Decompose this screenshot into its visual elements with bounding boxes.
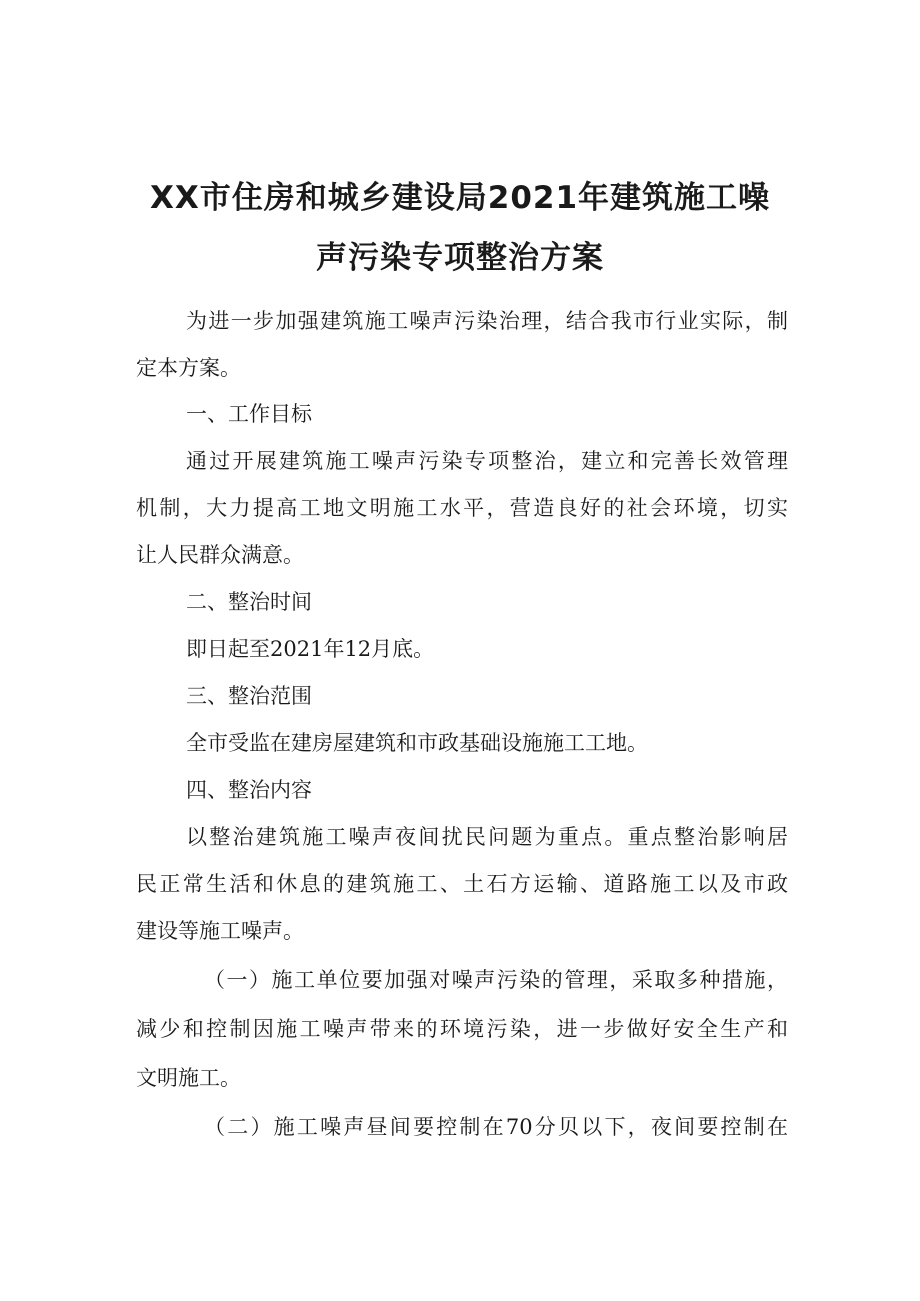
intro-paragraph-line: 定本方案。	[136, 356, 241, 380]
item-one-line: 减少和控制因施工噪声带来的环境污染，进一步做好安全生产和	[136, 1017, 788, 1041]
item-one-line: （一）施工单位要加强对噪声污染的管理，采取多种措施，	[204, 968, 788, 992]
section-heading-content: 四、整治内容	[186, 778, 312, 802]
goal-paragraph-line: 机制，大力提高工地文明施工水平，营造良好的社会环境，切实	[136, 496, 788, 520]
document-title-line-1: XX市住房和城乡建设局2021年建筑施工噪	[149, 180, 771, 216]
document-title-line-2: 声污染专项整治方案	[316, 240, 604, 276]
item-one-line: 文明施工。	[136, 1066, 241, 1090]
intro-paragraph-line: 为进一步加强建筑施工噪声污染治理，结合我市行业实际，制	[186, 309, 788, 333]
content-paragraph-line: 建设等施工噪声。	[136, 919, 304, 943]
section-heading-time: 二、整治时间	[186, 590, 312, 614]
goal-paragraph-line: 让人民群众满意。	[136, 543, 304, 567]
content-paragraph-line: 以整治建筑施工噪声夜间扰民问题为重点。重点整治影响居	[186, 825, 788, 849]
section-heading-scope: 三、整治范围	[186, 684, 312, 708]
time-paragraph-line: 即日起至2021年12月底。	[186, 637, 435, 661]
scope-paragraph-line: 全市受监在建房屋建筑和市政基础设施施工工地。	[186, 731, 648, 755]
section-heading-goal: 一、工作目标	[186, 402, 312, 426]
item-two-line: （二）施工噪声昼间要控制在70分贝以下，夜间要控制在	[204, 1115, 788, 1139]
content-paragraph-line: 民正常生活和休息的建筑施工、土石方运输、道路施工以及市政	[136, 872, 788, 896]
goal-paragraph-line: 通过开展建筑施工噪声污染专项整治，建立和完善长效管理	[186, 449, 788, 473]
